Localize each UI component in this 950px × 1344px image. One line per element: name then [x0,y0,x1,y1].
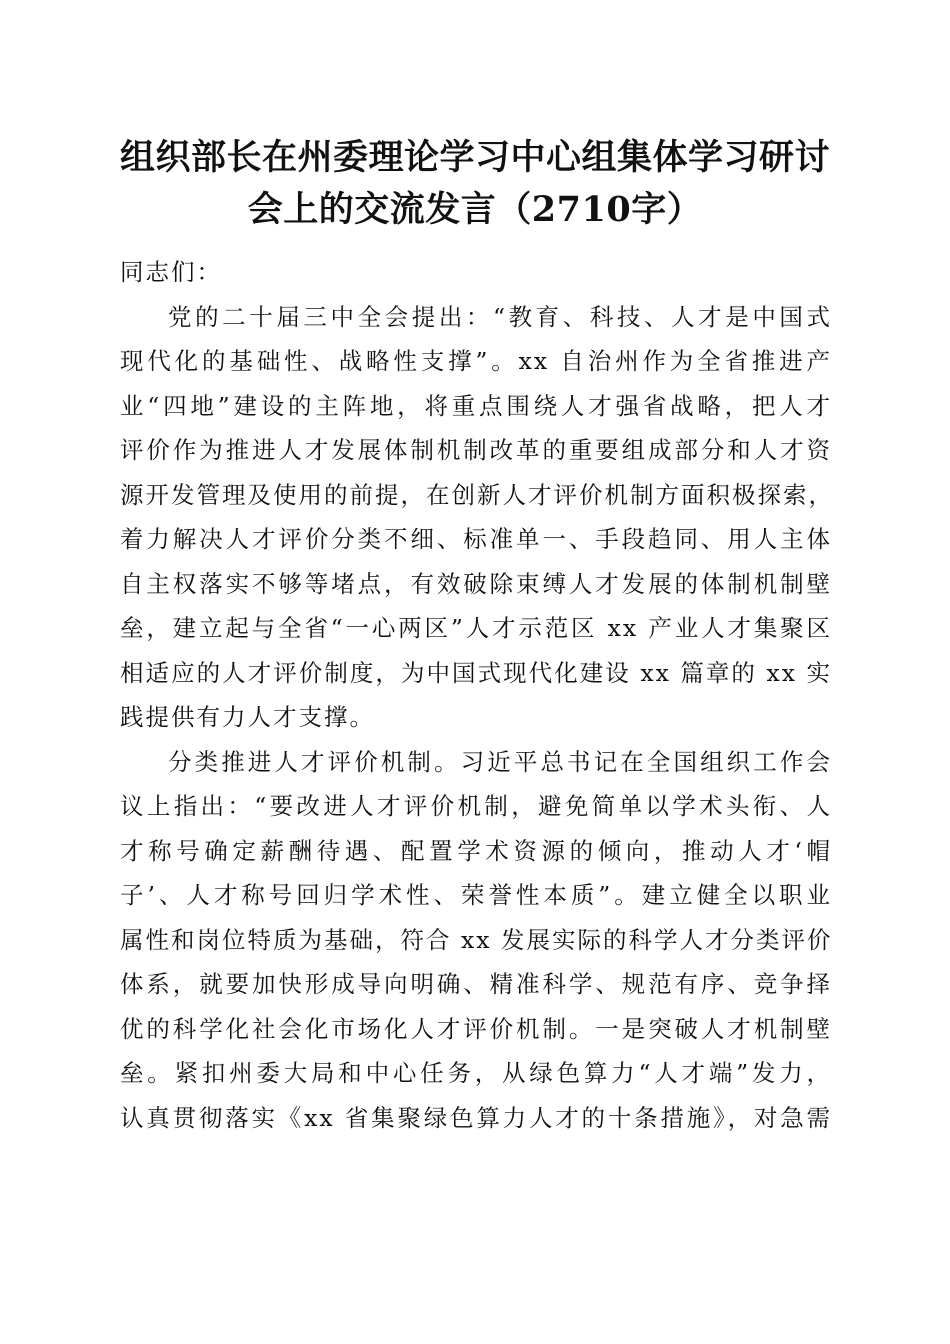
paragraph-1-line: 现代化的基础性、战略性支撑”。xx 自治州作为全省推进产 [120,347,832,375]
paragraph-2-line: 优的科学化社会化市场化人才评价机制。一是突破人才机制壁 [120,1014,832,1043]
paragraph-2-line: 认真贯彻落实《xx 省集聚绿色算力人才的十条措施》，对急需 [120,1103,832,1132]
paragraph-2-line: 垒。紧扣州委大局和中心任务，从绿色算力“人才端”发力， [120,1059,832,1087]
paragraph-1-line: 业“四地”建设的主阵地，将重点围绕人才强省战略，把人才 [120,391,832,420]
paragraph-1-line: 自主权落实不够等堵点，有效破除束缚人才发展的体制机制壁 [120,569,832,598]
paragraph-2-line: 分类推进人才评价机制。习近平总书记在全国组织工作会 [168,747,832,776]
paragraph-1-line: 践提供有力人才支撑。 [120,703,375,731]
document-title [110,132,840,236]
paragraph-2-line: 才称号确定薪酬待遇、配置学术资源的倾向，推动人才‘帽 [120,836,832,865]
salutation: 同志们： [120,258,222,286]
title-line: 会上的交流发言（2710字） [247,189,703,230]
paragraph-2-line: 属性和岗位特质为基础，符合 xx 发展实际的科学人才分类评价 [120,925,833,954]
paragraph-2-line: 议上指出：“要改进人才评价机制，避免简单以学术头衔、人 [120,792,832,820]
paragraph-1-line: 垒，建立起与全省“一心两区”人才示范区 xx 产业人才集聚区 [120,614,832,642]
paragraph-1-line: 党的二十届三中全会提出：“教育、科技、人才是中国式 [168,302,832,331]
title-line: 组织部长在州委理论学习中心组集体学习研讨 [119,137,830,178]
paragraph-1-line: 相适应的人才评价制度，为中国式现代化建设 xx 篇章的 xx 实 [120,658,832,687]
paragraph-1-line: 着力解决人才评价分类不细、标准单一、手段趋同、用人主体 [120,525,832,553]
paragraph-1-line: 源开发管理及使用的前提，在创新人才评价机制方面积极探索， [120,480,834,509]
paragraph-2-line: 体系，就要加快形成导向明确、精准科学、规范有序、竞争择 [120,970,832,998]
paragraph-2-line: 子’、人才称号回归学术性、荣誉性本质”。建立健全以职业 [120,881,832,909]
document-body [120,250,832,1140]
paragraph-1-line: 评价作为推进人才发展体制机制改革的重要组成部分和人才资 [120,436,832,464]
